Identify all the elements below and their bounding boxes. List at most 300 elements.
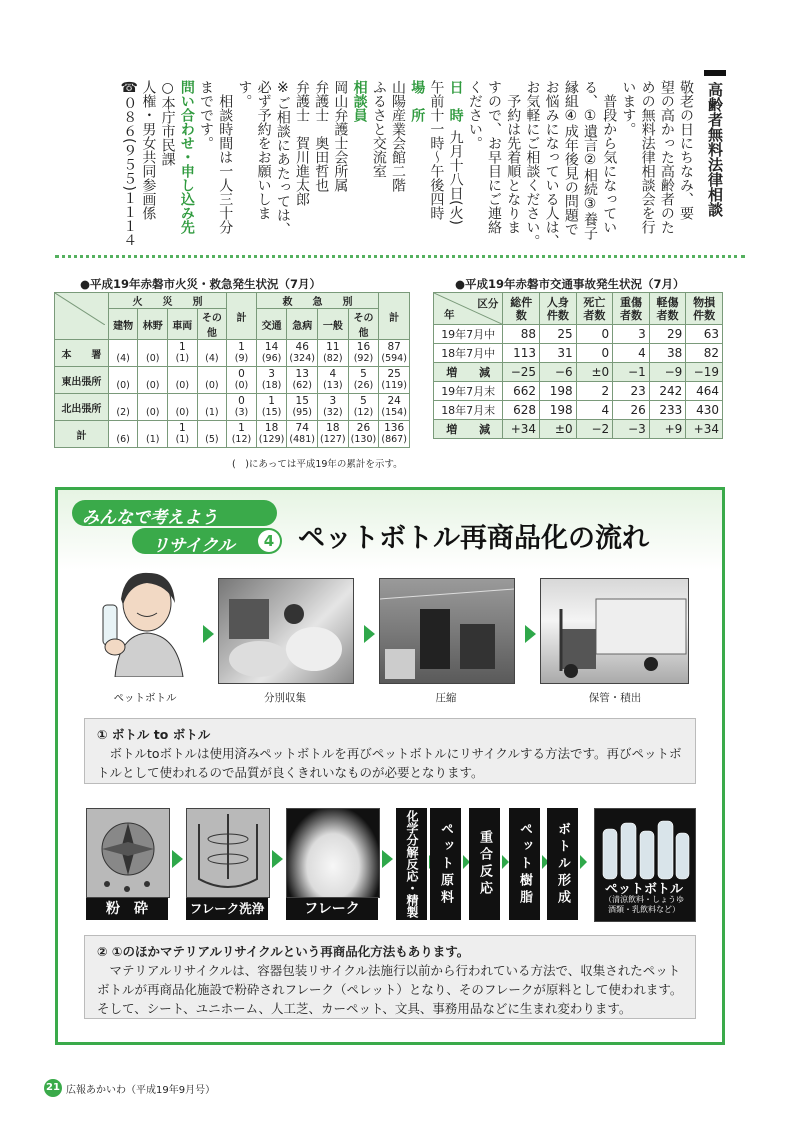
table-cell: 88 xyxy=(503,325,540,344)
traffic-table xyxy=(433,292,723,439)
table-cell: −3 xyxy=(613,420,650,439)
traffic-header xyxy=(613,293,650,325)
row-label: 増 減 xyxy=(434,420,503,439)
table-cell xyxy=(379,340,410,367)
cell-month: 18 xyxy=(264,422,279,434)
table-cell xyxy=(318,421,349,448)
flow-arrow-6 xyxy=(382,850,393,868)
flake-washing-caption: フレーク洗浄 xyxy=(186,898,268,920)
legal-text: 人権・男女共同参画係 xyxy=(140,80,157,220)
process-step: ペット原料 xyxy=(430,808,461,920)
section-divider xyxy=(55,255,745,258)
row-label: 18年7月中 xyxy=(434,344,503,363)
cell-cumulative: (12) xyxy=(353,407,374,418)
traffic-header-text: 総件数 xyxy=(510,295,533,322)
table-cell: 3 xyxy=(613,325,650,344)
table-cell: 662 xyxy=(503,382,540,401)
cell-month: 1 xyxy=(178,341,186,353)
row-label: 東出張所 xyxy=(55,367,109,394)
cell-month xyxy=(138,342,167,353)
table-cell: 628 xyxy=(503,401,540,420)
fire-subheader: その他 xyxy=(197,309,227,340)
legal-column xyxy=(292,80,311,206)
cell-cumulative: (6) xyxy=(116,434,130,445)
cell-cumulative: (481) xyxy=(289,434,315,445)
table-cell xyxy=(227,421,257,448)
legal-text: 予約は先着順となりま xyxy=(505,80,522,234)
table-cell: 113 xyxy=(503,344,540,363)
table-cell xyxy=(348,394,379,421)
legal-text: お悩みになっている人は、 xyxy=(543,80,560,248)
cell-cumulative: (1) xyxy=(175,353,190,364)
legal-column xyxy=(350,80,369,122)
cell-month: 1 xyxy=(238,422,245,434)
traffic-header xyxy=(649,293,686,325)
flow-caption: 分別収集 xyxy=(264,692,306,704)
cell-cumulative: (4) xyxy=(205,353,219,364)
cell-cumulative: (0) xyxy=(146,380,160,391)
cell-cumulative: (0) xyxy=(146,353,160,364)
legal-column xyxy=(388,80,407,192)
legal-column xyxy=(446,80,465,225)
table-cell xyxy=(168,421,198,448)
table-cell xyxy=(256,394,287,421)
table-cell: 0 xyxy=(576,344,613,363)
material-recycle-note xyxy=(84,935,696,1019)
cell-cumulative: (129) xyxy=(258,434,285,445)
emergency-total-header: 計 xyxy=(379,293,410,340)
legal-text: 九月十八日(火) xyxy=(447,130,464,225)
table-cell xyxy=(348,340,379,367)
table-cell: 63 xyxy=(686,325,723,344)
legal-text: 普段から気になってい xyxy=(601,80,618,234)
process-step: 重合反応 xyxy=(469,808,500,920)
emergency-group-header: 救 急 別 xyxy=(256,293,379,309)
flow-arrow-4 xyxy=(172,850,183,868)
legal-text: る、①遺言②相続③養子 xyxy=(582,80,598,240)
legal-text: 場 所 xyxy=(409,80,426,122)
table-cell xyxy=(348,367,379,394)
emergency-subheader: 急病 xyxy=(287,309,318,340)
row-label: 19年7月末 xyxy=(434,382,503,401)
legal-text: 望の高かった高齢者のた xyxy=(658,80,675,234)
legal-title: 高齢者無料法律相談 xyxy=(702,70,730,250)
cell-cumulative: (1) xyxy=(175,434,190,445)
table-cell: 242 xyxy=(649,382,686,401)
table-cell: −25 xyxy=(503,363,540,382)
cell-cumulative: (1) xyxy=(146,434,160,445)
table-cell: 430 xyxy=(686,401,723,420)
table-cell xyxy=(227,394,257,421)
legal-column xyxy=(273,80,292,236)
process-step: 化学分解反応・精製 xyxy=(396,808,427,920)
legal-text: 縁組④成年後見の問題で xyxy=(562,80,579,236)
traffic-table-title: ●平成19年赤磐市交通事故発生状況（7月） xyxy=(455,277,685,291)
legal-text: ○本庁市民課 xyxy=(159,80,176,166)
footer-text: 広報あかいわ（平成19年9月号） xyxy=(66,1085,216,1096)
cell-month: 1 xyxy=(238,341,245,353)
cell-month xyxy=(168,396,197,407)
traffic-header-text: 死亡者数 xyxy=(583,295,606,322)
flow-arrow-2 xyxy=(364,625,375,643)
traffic-header xyxy=(503,293,540,325)
cell-cumulative: (9) xyxy=(234,353,249,364)
table-cell xyxy=(108,421,138,448)
cell-month: 13 xyxy=(295,368,309,380)
cell-month: 1 xyxy=(268,395,275,407)
flake-photo xyxy=(286,808,380,898)
table-cell xyxy=(256,367,287,394)
cell-cumulative: (324) xyxy=(289,353,315,364)
legal-column xyxy=(580,80,599,240)
table-cell xyxy=(318,367,349,394)
cell-month: 11 xyxy=(326,341,340,353)
flow-caption: ペットボトル xyxy=(113,692,177,704)
note1-body: ボトルtoボトルは使用済みペットボトルを再びペットボトルにリサイクルする方法です。再びペットボトルとして使われるので品質が良くきれいなものが必要となります。 xyxy=(97,746,682,780)
table-cell: +34 xyxy=(686,420,723,439)
cell-cumulative: (26) xyxy=(353,380,374,391)
emergency-subheader: 交通 xyxy=(256,309,287,340)
cell-month: 4 xyxy=(329,368,337,380)
table-row xyxy=(55,421,410,448)
cell-cumulative: (18) xyxy=(261,380,282,391)
table-cell: 198 xyxy=(540,382,577,401)
crush-caption: 粉 砕 xyxy=(86,898,168,920)
compression-photo xyxy=(379,578,515,684)
table-cell: 31 xyxy=(540,344,577,363)
table-cell xyxy=(287,367,318,394)
table-row xyxy=(434,401,723,420)
flow-caption: 圧縮 xyxy=(435,692,457,704)
row-label: 北出張所 xyxy=(55,394,109,421)
legal-column xyxy=(484,80,503,234)
cell-cumulative: (127) xyxy=(320,434,346,445)
table-cell: −1 xyxy=(613,363,650,382)
legal-text: 弁護士 賀川進太郎 xyxy=(294,80,310,206)
cell-cumulative: (154) xyxy=(381,407,407,418)
table-cell xyxy=(256,421,287,448)
legal-column xyxy=(407,80,426,122)
table-cell: 4 xyxy=(613,344,650,363)
process-step: ペット樹脂 xyxy=(509,808,540,920)
table-row xyxy=(55,367,410,394)
table-cell: ±0 xyxy=(540,420,577,439)
cell-month: 1 xyxy=(178,422,186,434)
crusher-illustration xyxy=(86,808,170,898)
legal-column xyxy=(465,80,484,150)
cell-month: 18 xyxy=(326,422,340,434)
cell-month: 5 xyxy=(360,368,367,380)
legal-text: 山陽産業会館二階 xyxy=(390,80,406,192)
table-cell: 233 xyxy=(649,401,686,420)
emergency-subheader: その他 xyxy=(348,309,379,340)
row-label: 19年7月中 xyxy=(434,325,503,344)
fire-subheader: 車両 xyxy=(168,309,198,340)
traffic-header-text: 軽傷者数 xyxy=(656,295,679,322)
page-number: 21 xyxy=(44,1079,62,1097)
row-label: 計 xyxy=(55,421,109,448)
table-cell: −2 xyxy=(576,420,613,439)
table-row xyxy=(55,394,410,421)
note2-title: ② ①のほかマテリアルリサイクルという再商品化方法もあります。 xyxy=(97,944,470,959)
table-cell xyxy=(108,394,138,421)
legal-column xyxy=(311,80,330,192)
legal-text: お気軽にご相談ください。 xyxy=(524,80,541,248)
cell-month xyxy=(109,342,138,353)
cell-cumulative: (867) xyxy=(381,434,407,445)
table-cell: +9 xyxy=(649,420,686,439)
table-cell: +34 xyxy=(503,420,540,439)
table-cell xyxy=(379,421,410,448)
fire-corner xyxy=(55,293,109,340)
table-cell: −6 xyxy=(540,363,577,382)
legal-section xyxy=(70,70,730,250)
legal-text: 午前十一時～午後四時 xyxy=(428,80,445,220)
traffic-header-text: 人身件数 xyxy=(546,295,569,322)
table-cell xyxy=(138,367,168,394)
cell-month xyxy=(138,396,167,407)
fire-subheader: 林野 xyxy=(138,309,168,340)
legal-text: す。 xyxy=(236,80,253,108)
traffic-header-text: 重傷者数 xyxy=(619,295,642,322)
flake-washing-illustration xyxy=(186,808,270,898)
legal-text: すので、お早目にご連絡 xyxy=(486,80,502,234)
cell-month: 24 xyxy=(387,395,401,407)
sorting-collection-photo xyxy=(218,578,354,684)
table-cell: 25 xyxy=(540,325,577,344)
fire-table-note: ( )にあっては平成19年の累計を示す。 xyxy=(232,459,403,470)
cell-cumulative: (0) xyxy=(234,380,249,391)
legal-column xyxy=(369,80,388,178)
cell-month: 46 xyxy=(295,341,309,353)
flow-arrow-3 xyxy=(525,625,536,643)
legal-column xyxy=(657,80,676,234)
cell-month xyxy=(109,369,138,380)
legal-text: ※ご相談にあたっては、 xyxy=(274,80,291,236)
table-cell: −9 xyxy=(649,363,686,382)
table-row xyxy=(434,325,723,344)
table-cell: −19 xyxy=(686,363,723,382)
table-cell xyxy=(227,367,257,394)
cell-month xyxy=(109,423,138,434)
table-cell xyxy=(108,367,138,394)
fire-table xyxy=(54,292,410,448)
legal-column xyxy=(638,80,657,234)
table-cell: 198 xyxy=(540,401,577,420)
table-cell xyxy=(197,421,227,448)
table-cell xyxy=(287,394,318,421)
legal-text: います。 xyxy=(620,80,637,136)
legal-text: めの無料法律相談会を行 xyxy=(639,80,656,234)
flow-arrow xyxy=(580,855,587,869)
table-cell: 23 xyxy=(613,382,650,401)
cell-month xyxy=(138,369,167,380)
table-cell: 82 xyxy=(686,344,723,363)
traffic-header xyxy=(540,293,577,325)
woman-with-bottle-illustration xyxy=(95,565,190,677)
table-cell xyxy=(379,394,410,421)
table-cell xyxy=(227,340,257,367)
table-cell: 4 xyxy=(576,401,613,420)
legal-text: 弁護士 奥田哲也 xyxy=(313,80,330,192)
emergency-subheader: 一般 xyxy=(318,309,349,340)
cell-month: 14 xyxy=(264,341,279,353)
legal-column xyxy=(561,80,580,236)
cell-month: 16 xyxy=(356,341,371,353)
legal-column xyxy=(618,80,637,136)
legal-column xyxy=(426,80,445,220)
table-cell: 464 xyxy=(686,382,723,401)
legal-text: 相談員 xyxy=(351,80,368,122)
cell-month: 3 xyxy=(329,395,337,407)
cell-cumulative: (594) xyxy=(381,353,407,364)
legal-column xyxy=(215,80,234,234)
legal-text: ください。 xyxy=(466,80,483,150)
recycle-badge xyxy=(72,498,286,558)
legal-column xyxy=(196,80,215,150)
legal-text: までです。 xyxy=(198,80,214,150)
storage-shipping-photo xyxy=(540,578,689,684)
table-cell xyxy=(138,340,168,367)
cell-month: 74 xyxy=(295,422,309,434)
traffic-header-text: 物損件数 xyxy=(693,295,716,322)
fire-total-header: 計 xyxy=(227,293,257,340)
cell-cumulative: (95) xyxy=(292,407,312,418)
flow-arrow-5 xyxy=(272,850,283,868)
table-cell: ±0 xyxy=(576,363,613,382)
table-cell xyxy=(138,421,168,448)
cell-month: 26 xyxy=(356,422,371,434)
cell-cumulative: (92) xyxy=(353,353,374,364)
note1-title: ① ボトル to ボトル xyxy=(97,727,211,742)
table-cell: 2 xyxy=(576,382,613,401)
cell-cumulative: (62) xyxy=(292,380,312,391)
traffic-corner: 区分 年 xyxy=(434,293,503,325)
cell-month: 15 xyxy=(295,395,309,407)
cell-cumulative: (119) xyxy=(381,380,407,391)
process-step: ボトル形成 xyxy=(547,808,578,920)
legal-text: ☎０８６(９５５)１１１４ xyxy=(121,80,138,247)
cell-cumulative: (130) xyxy=(350,434,377,445)
cell-cumulative: (0) xyxy=(175,380,190,391)
cell-cumulative: (1) xyxy=(205,407,219,418)
table-row xyxy=(55,340,410,367)
table-cell xyxy=(168,340,198,367)
cell-cumulative: (0) xyxy=(116,380,130,391)
bottle-to-bottle-note xyxy=(84,718,696,784)
table-row xyxy=(434,344,723,363)
table-cell xyxy=(138,394,168,421)
table-cell xyxy=(318,340,349,367)
table-cell xyxy=(318,394,349,421)
cell-month: 5 xyxy=(360,395,367,407)
table-cell xyxy=(197,367,227,394)
legal-text: 問い合わせ・申し込み先 xyxy=(178,80,195,234)
table-cell xyxy=(197,394,227,421)
pet-bottle-final-sub: （清涼飲料・しょうゆ 酒類・乳飲料など） xyxy=(604,895,684,914)
cell-cumulative: (3) xyxy=(234,407,249,418)
cell-month: 136 xyxy=(384,422,405,434)
fire-subheader: 建物 xyxy=(108,309,138,340)
legal-column xyxy=(234,80,253,108)
legal-column xyxy=(138,80,157,220)
cell-cumulative: (0) xyxy=(175,407,190,418)
row-label: 増 減 xyxy=(434,363,503,382)
traffic-header xyxy=(686,293,723,325)
table-cell: 38 xyxy=(649,344,686,363)
table-row xyxy=(434,363,723,382)
cell-month: 0 xyxy=(238,368,245,380)
cell-month xyxy=(138,423,167,434)
cell-cumulative: (15) xyxy=(261,407,282,418)
legal-column xyxy=(330,80,349,192)
legal-text: 岡山弁護士会所属 xyxy=(332,80,349,192)
legal-text: ふるさと交流室 xyxy=(370,80,387,178)
legal-column xyxy=(119,80,138,247)
cell-cumulative: (13) xyxy=(323,380,343,391)
cell-cumulative: (0) xyxy=(146,407,160,418)
cell-month xyxy=(168,369,197,380)
cell-cumulative: (32) xyxy=(323,407,343,418)
table-cell: 0 xyxy=(576,325,613,344)
cell-cumulative: (96) xyxy=(261,353,282,364)
row-label: 本 署 xyxy=(55,340,109,367)
legal-text: 日 時 xyxy=(447,80,464,122)
table-cell xyxy=(348,421,379,448)
legal-column xyxy=(177,80,196,234)
row-label: 18年7月末 xyxy=(434,401,503,420)
legal-column xyxy=(503,80,522,234)
legal-text: 相談時間は一人三十分 xyxy=(217,80,234,234)
table-cell xyxy=(168,367,198,394)
cell-month: 25 xyxy=(387,368,401,380)
badge-line2: リサイクル xyxy=(152,536,235,556)
table-cell xyxy=(287,421,318,448)
cell-cumulative: (12) xyxy=(231,434,252,445)
note2-body: マテリアルリサイクルは、容器包装リサイクル法施行以前から行われている方法で、収集されたペットボトルが再商品化施設で粉砕されフレーク（ペレット）となり、そのフレークが原料として使われます。そして、シート、ユニホーム、人工芝、カーペット、文具、事務用品などに生まれ変わります。 xyxy=(97,963,683,1016)
fire-group-header: 火 災 別 xyxy=(108,293,226,309)
flake-caption: フレーク xyxy=(286,898,378,920)
pet-bottle-final-caption: ペットボトル xyxy=(604,882,683,897)
cell-month: 3 xyxy=(268,368,275,380)
cell-month: 87 xyxy=(387,341,401,353)
badge-line1: みんなで考えよう xyxy=(82,508,218,528)
table-cell xyxy=(197,340,227,367)
table-cell xyxy=(379,367,410,394)
cell-cumulative: (0) xyxy=(205,380,219,391)
cell-month xyxy=(109,396,138,407)
legal-text: 必ず予約をお願いしま xyxy=(255,80,272,220)
flow-caption: 保管・積出 xyxy=(588,692,642,704)
legal-column xyxy=(522,80,541,248)
cell-cumulative: (4) xyxy=(116,353,130,364)
traffic-header xyxy=(576,293,613,325)
legal-column xyxy=(254,80,273,220)
cell-month xyxy=(198,342,227,353)
cell-cumulative: (5) xyxy=(205,434,219,445)
flow-arrow-1 xyxy=(203,625,214,643)
table-cell xyxy=(168,394,198,421)
cell-cumulative: (2) xyxy=(116,407,130,418)
table-cell: 26 xyxy=(613,401,650,420)
table-cell xyxy=(256,340,287,367)
cell-month xyxy=(198,396,227,407)
legal-column xyxy=(599,80,618,234)
table-cell: 29 xyxy=(649,325,686,344)
table-cell xyxy=(287,340,318,367)
legal-column xyxy=(676,80,695,220)
legal-body xyxy=(70,80,695,250)
